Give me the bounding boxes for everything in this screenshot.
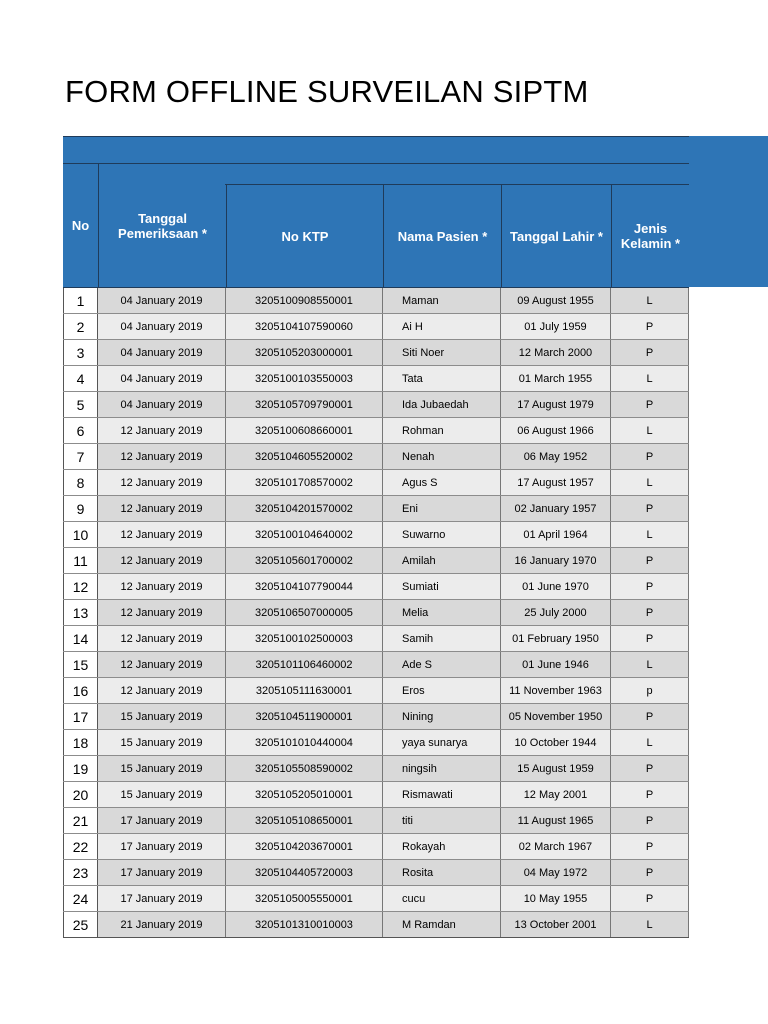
row-nama-pasien: Sumiati: [383, 574, 501, 599]
row-no: 6: [63, 418, 98, 443]
row-no: 13: [63, 600, 98, 625]
row-tanggal-pemeriksaan: 12 January 2019: [98, 574, 226, 599]
table-row: [63, 808, 689, 834]
row-jenis-kelamin: p: [611, 678, 689, 703]
row-no-ktp: 3205101106460002: [226, 652, 383, 677]
table-row: [63, 392, 689, 418]
row-no: 19: [63, 756, 98, 781]
row-no: 25: [63, 912, 98, 937]
row-nama-pasien: Maman: [383, 288, 501, 313]
row-jenis-kelamin: P: [611, 600, 689, 625]
row-nama-pasien: M Ramdan: [383, 912, 501, 937]
row-no-ktp: 3205104405720003: [226, 860, 383, 885]
table-row: [63, 314, 689, 340]
row-nama-pasien: yaya sunarya: [383, 730, 501, 755]
header-subgroup-band: [225, 164, 689, 185]
row-nama-pasien: Ade S: [383, 652, 501, 677]
row-jenis-kelamin: P: [611, 444, 689, 469]
row-tanggal-pemeriksaan: 17 January 2019: [98, 834, 226, 859]
row-nama-pasien: Nenah: [383, 444, 501, 469]
row-tanggal-lahir: 05 November 1950: [501, 704, 611, 729]
row-tanggal-pemeriksaan: 12 January 2019: [98, 444, 226, 469]
row-no-ktp: 3205101010440004: [226, 730, 383, 755]
row-jenis-kelamin: L: [611, 912, 689, 937]
row-jenis-kelamin: P: [611, 834, 689, 859]
row-jenis-kelamin: P: [611, 574, 689, 599]
row-jenis-kelamin: P: [611, 626, 689, 651]
row-no: 7: [63, 444, 98, 469]
row-no-ktp: 3205105601700002: [226, 548, 383, 573]
row-no-ktp: 3205105108650001: [226, 808, 383, 833]
row-nama-pasien: Tata: [383, 366, 501, 391]
row-jenis-kelamin: L: [611, 418, 689, 443]
row-no: 17: [63, 704, 98, 729]
row-jenis-kelamin: P: [611, 808, 689, 833]
row-no: 18: [63, 730, 98, 755]
table-row: [63, 860, 689, 886]
header-nama-pasien: Nama Pasien *: [383, 185, 501, 287]
row-no: 1: [63, 288, 98, 313]
row-jenis-kelamin: L: [611, 730, 689, 755]
header-right-band: [689, 136, 768, 287]
row-tanggal-pemeriksaan: 12 January 2019: [98, 522, 226, 547]
row-tanggal-lahir: 06 August 1966: [501, 418, 611, 443]
row-tanggal-lahir: 11 August 1965: [501, 808, 611, 833]
row-tanggal-lahir: 15 August 1959: [501, 756, 611, 781]
row-no-ktp: 3205104107590060: [226, 314, 383, 339]
row-no: 14: [63, 626, 98, 651]
header-no: No: [71, 218, 90, 233]
row-no: 4: [63, 366, 98, 391]
row-tanggal-pemeriksaan: 12 January 2019: [98, 470, 226, 495]
table-row: [63, 574, 689, 600]
row-tanggal-lahir: 10 May 1955: [501, 886, 611, 911]
row-nama-pasien: Eros: [383, 678, 501, 703]
table-row: [63, 912, 689, 938]
table-row: [63, 834, 689, 860]
row-nama-pasien: Rismawati: [383, 782, 501, 807]
table-row: [63, 782, 689, 808]
row-jenis-kelamin: P: [611, 782, 689, 807]
header-jenis-kelamin: Jenis Kelamin *: [611, 185, 689, 287]
row-no-ktp: 3205100608660001: [226, 418, 383, 443]
row-tanggal-pemeriksaan: 17 January 2019: [98, 860, 226, 885]
row-no-ktp: 3205100908550001: [226, 288, 383, 313]
row-jenis-kelamin: L: [611, 366, 689, 391]
row-jenis-kelamin: L: [611, 522, 689, 547]
row-tanggal-pemeriksaan: 21 January 2019: [98, 912, 226, 937]
row-no-ktp: 3205101310010003: [226, 912, 383, 937]
row-tanggal-pemeriksaan: 12 January 2019: [98, 496, 226, 521]
row-jenis-kelamin: L: [611, 470, 689, 495]
row-jenis-kelamin: P: [611, 860, 689, 885]
row-no: 22: [63, 834, 98, 859]
header-no-ktp: No KTP: [226, 185, 383, 287]
page-title: FORM OFFLINE SURVEILAN SIPTM: [65, 74, 589, 109]
row-no-ktp: 3205104605520002: [226, 444, 383, 469]
row-tanggal-lahir: 01 July 1959: [501, 314, 611, 339]
row-jenis-kelamin: P: [611, 886, 689, 911]
row-tanggal-pemeriksaan: 04 January 2019: [98, 314, 226, 339]
row-nama-pasien: Amilah: [383, 548, 501, 573]
header-tanggal-lahir: Tanggal Lahir *: [501, 185, 611, 287]
row-tanggal-lahir: 25 July 2000: [501, 600, 611, 625]
row-jenis-kelamin: P: [611, 548, 689, 573]
row-nama-pasien: Rosita: [383, 860, 501, 885]
row-tanggal-lahir: 02 January 1957: [501, 496, 611, 521]
row-no: 16: [63, 678, 98, 703]
row-nama-pasien: Ida Jubaedah: [383, 392, 501, 417]
row-tanggal-pemeriksaan: 04 January 2019: [98, 288, 226, 313]
row-no: 10: [63, 522, 98, 547]
row-jenis-kelamin: P: [611, 704, 689, 729]
table-row: [63, 600, 689, 626]
row-tanggal-pemeriksaan: 12 January 2019: [98, 600, 226, 625]
row-nama-pasien: Agus S: [383, 470, 501, 495]
table-header: [63, 164, 689, 288]
row-tanggal-pemeriksaan: 17 January 2019: [98, 808, 226, 833]
row-no: 12: [63, 574, 98, 599]
row-tanggal-lahir: 10 October 1944: [501, 730, 611, 755]
row-tanggal-lahir: 01 June 1946: [501, 652, 611, 677]
table-row: [63, 340, 689, 366]
row-tanggal-pemeriksaan: 15 January 2019: [98, 704, 226, 729]
row-no: 3: [63, 340, 98, 365]
row-nama-pasien: Samih: [383, 626, 501, 651]
row-tanggal-lahir: 01 June 1970: [501, 574, 611, 599]
row-jenis-kelamin: L: [611, 288, 689, 313]
row-no-ktp: 3205105508590002: [226, 756, 383, 781]
row-tanggal-lahir: 11 November 1963: [501, 678, 611, 703]
row-jenis-kelamin: P: [611, 496, 689, 521]
row-tanggal-pemeriksaan: 04 January 2019: [98, 392, 226, 417]
table-row: [63, 886, 689, 912]
table-row: [63, 496, 689, 522]
row-no-ktp: 3205105005550001: [226, 886, 383, 911]
row-nama-pasien: Nining: [383, 704, 501, 729]
row-tanggal-pemeriksaan: 15 January 2019: [98, 756, 226, 781]
row-tanggal-lahir: 01 April 1964: [501, 522, 611, 547]
row-tanggal-lahir: 12 May 2001: [501, 782, 611, 807]
table-row: [63, 548, 689, 574]
table-row: [63, 444, 689, 470]
row-no: 9: [63, 496, 98, 521]
row-nama-pasien: ningsih: [383, 756, 501, 781]
row-tanggal-pemeriksaan: 12 January 2019: [98, 652, 226, 677]
table-row: [63, 704, 689, 730]
row-no: 20: [63, 782, 98, 807]
table-row: [63, 626, 689, 652]
row-no-ktp: 3205106507000005: [226, 600, 383, 625]
row-no: 15: [63, 652, 98, 677]
row-no: 2: [63, 314, 98, 339]
row-no-ktp: 3205101708570002: [226, 470, 383, 495]
row-tanggal-lahir: 16 January 1970: [501, 548, 611, 573]
row-tanggal-pemeriksaan: 04 January 2019: [98, 366, 226, 391]
row-tanggal-pemeriksaan: 04 January 2019: [98, 340, 226, 365]
row-nama-pasien: Rohman: [383, 418, 501, 443]
row-nama-pasien: cucu: [383, 886, 501, 911]
row-nama-pasien: titi: [383, 808, 501, 833]
row-tanggal-lahir: 13 October 2001: [501, 912, 611, 937]
row-tanggal-lahir: 04 May 1972: [501, 860, 611, 885]
row-tanggal-lahir: 01 February 1950: [501, 626, 611, 651]
table-row: [63, 652, 689, 678]
row-no-ktp: 3205105205010001: [226, 782, 383, 807]
table-row: [63, 418, 689, 444]
row-no: 5: [63, 392, 98, 417]
row-nama-pasien: Ai H: [383, 314, 501, 339]
table-row: [63, 366, 689, 392]
row-tanggal-lahir: 12 March 2000: [501, 340, 611, 365]
row-no: 23: [63, 860, 98, 885]
table-row: [63, 470, 689, 496]
row-nama-pasien: Eni: [383, 496, 501, 521]
row-no-ktp: 3205104201570002: [226, 496, 383, 521]
row-no-ktp: 3205104511900001: [226, 704, 383, 729]
row-no-ktp: 3205104203670001: [226, 834, 383, 859]
row-no-ktp: 3205105203000001: [226, 340, 383, 365]
row-tanggal-lahir: 01 March 1955: [501, 366, 611, 391]
row-tanggal-pemeriksaan: 17 January 2019: [98, 886, 226, 911]
table-row: [63, 288, 689, 314]
row-jenis-kelamin: L: [611, 652, 689, 677]
table-row: [63, 730, 689, 756]
row-no-ktp: 3205105709790001: [226, 392, 383, 417]
row-no-ktp: 3205104107790044: [226, 574, 383, 599]
row-no-ktp: 3205100104640002: [226, 522, 383, 547]
row-no: 21: [63, 808, 98, 833]
row-tanggal-pemeriksaan: 15 January 2019: [98, 782, 226, 807]
row-nama-pasien: Suwarno: [383, 522, 501, 547]
row-jenis-kelamin: P: [611, 314, 689, 339]
row-tanggal-lahir: 02 March 1967: [501, 834, 611, 859]
row-nama-pasien: Rokayah: [383, 834, 501, 859]
row-nama-pasien: Melia: [383, 600, 501, 625]
row-no-ktp: 3205100103550003: [226, 366, 383, 391]
table-body: [63, 288, 689, 938]
row-no-ktp: 3205100102500003: [226, 626, 383, 651]
row-tanggal-lahir: 17 August 1979: [501, 392, 611, 417]
header-top-band: [63, 136, 689, 164]
row-no-ktp: 3205105111630001: [226, 678, 383, 703]
row-tanggal-pemeriksaan: 12 January 2019: [98, 548, 226, 573]
row-no: 24: [63, 886, 98, 911]
table-row: [63, 522, 689, 548]
row-tanggal-pemeriksaan: 12 January 2019: [98, 678, 226, 703]
row-tanggal-pemeriksaan: 15 January 2019: [98, 730, 226, 755]
row-jenis-kelamin: P: [611, 340, 689, 365]
row-no: 11: [63, 548, 98, 573]
row-tanggal-pemeriksaan: 12 January 2019: [98, 418, 226, 443]
table-row: [63, 678, 689, 704]
table-row: [63, 756, 689, 782]
row-tanggal-lahir: 17 August 1957: [501, 470, 611, 495]
header-tanggal-pemeriksaan: Tanggal Pemeriksaan *: [98, 164, 226, 287]
row-tanggal-lahir: 06 May 1952: [501, 444, 611, 469]
row-no: 8: [63, 470, 98, 495]
row-tanggal-lahir: 09 August 1955: [501, 288, 611, 313]
row-tanggal-pemeriksaan: 12 January 2019: [98, 626, 226, 651]
row-jenis-kelamin: P: [611, 392, 689, 417]
row-jenis-kelamin: P: [611, 756, 689, 781]
row-nama-pasien: Siti Noer: [383, 340, 501, 365]
